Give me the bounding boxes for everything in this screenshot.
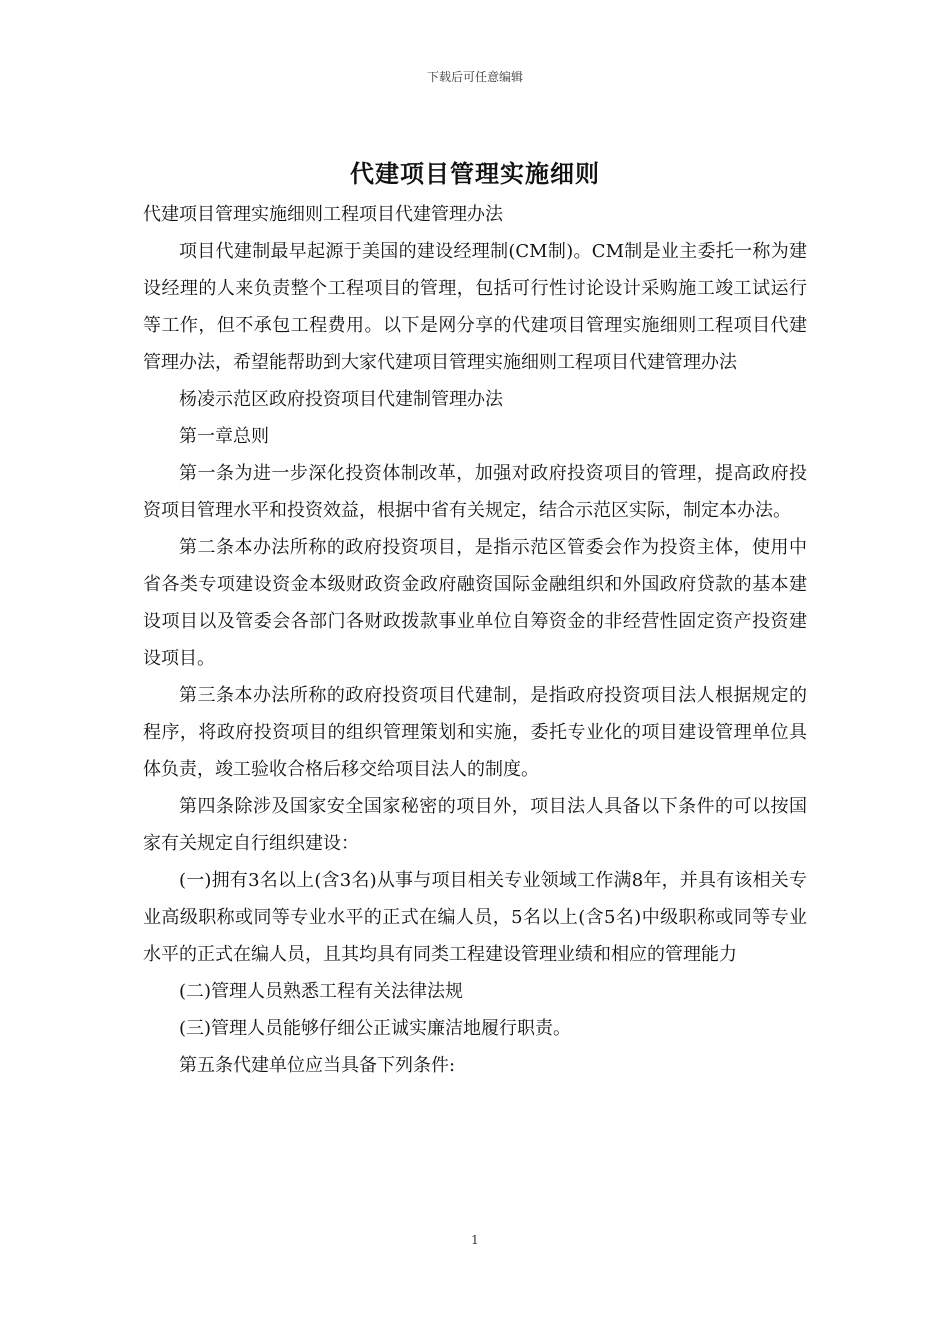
article-4: 第四条除涉及国家安全国家秘密的项目外，项目法人具备以下条件的可以按国家有关规定自行组织建设： bbox=[143, 796, 807, 854]
intro-paragraph: 项目代建制最早起源于美国的建设经理制(CM制)。CM制是业主委托一称为建设经理的人来负责整个工程项目的管理，包括可行性讨论设计采购施工竣工试运行等工作，但不承包工程费用。以下是网分享的代建项目管理实施细则工程项目代建管理办法，希望能帮助到大家代建项目管理实施细则工程项目代建管理办法 bbox=[143, 241, 807, 373]
article-2: 第二条本办法所称的政府投资项目，是指示范区管委会作为投资主体，使用中省各类专项建设资金本级财政资金政府融资国际金融组织和外国政府贷款的基本建设项目以及管委会各部门各财政拨款事业单位自筹资金的非经营性固定资产投资建设项目。 bbox=[143, 537, 807, 669]
article-5: 第五条代建单位应当具备下列条件: bbox=[179, 1055, 456, 1076]
regulation-title: 杨凌示范区政府投资项目代建制管理办法 bbox=[179, 389, 503, 410]
document-title: 代建项目管理实施细则 bbox=[350, 159, 600, 188]
article-4-item-3: (三)管理人员能够仔细公正诚实廉洁地履行职责。 bbox=[179, 1018, 572, 1039]
document-body bbox=[143, 196, 807, 1084]
article-1: 第一条为进一步深化投资体制改革，加强对政府投资项目的管理，提高政府投资项目管理水平和投资效益，根据中省有关规定，结合示范区实际，制定本办法。 bbox=[143, 463, 807, 521]
subtitle-paragraph: 代建项目管理实施细则工程项目代建管理办法 bbox=[143, 204, 503, 225]
chapter-heading: 第一章总则 bbox=[179, 426, 269, 447]
article-4-item-1: (一)拥有3名以上(含3名)从事与项目相关专业领域工作满8年，并具有该相关专业高级职称或同等专业水平的正式在编人员，5名以上(含5名)中级职称或同等专业水平的正式在编人员，且其均具有同类工程建设管理业绩和相应的管理能力 bbox=[143, 870, 807, 965]
article-4-item-2: (二)管理人员熟悉工程有关法律法规 bbox=[179, 981, 464, 1002]
header-note: 下载后可任意编辑 bbox=[426, 70, 523, 84]
page-number: 1 bbox=[471, 1233, 479, 1247]
article-3: 第三条本办法所称的政府投资项目代建制，是指政府投资项目法人根据规定的程序，将政府投资项目的组织管理策划和实施，委托专业化的项目建设管理单位具体负责，竣工验收合格后移交给项目法人的制度。 bbox=[143, 685, 807, 780]
